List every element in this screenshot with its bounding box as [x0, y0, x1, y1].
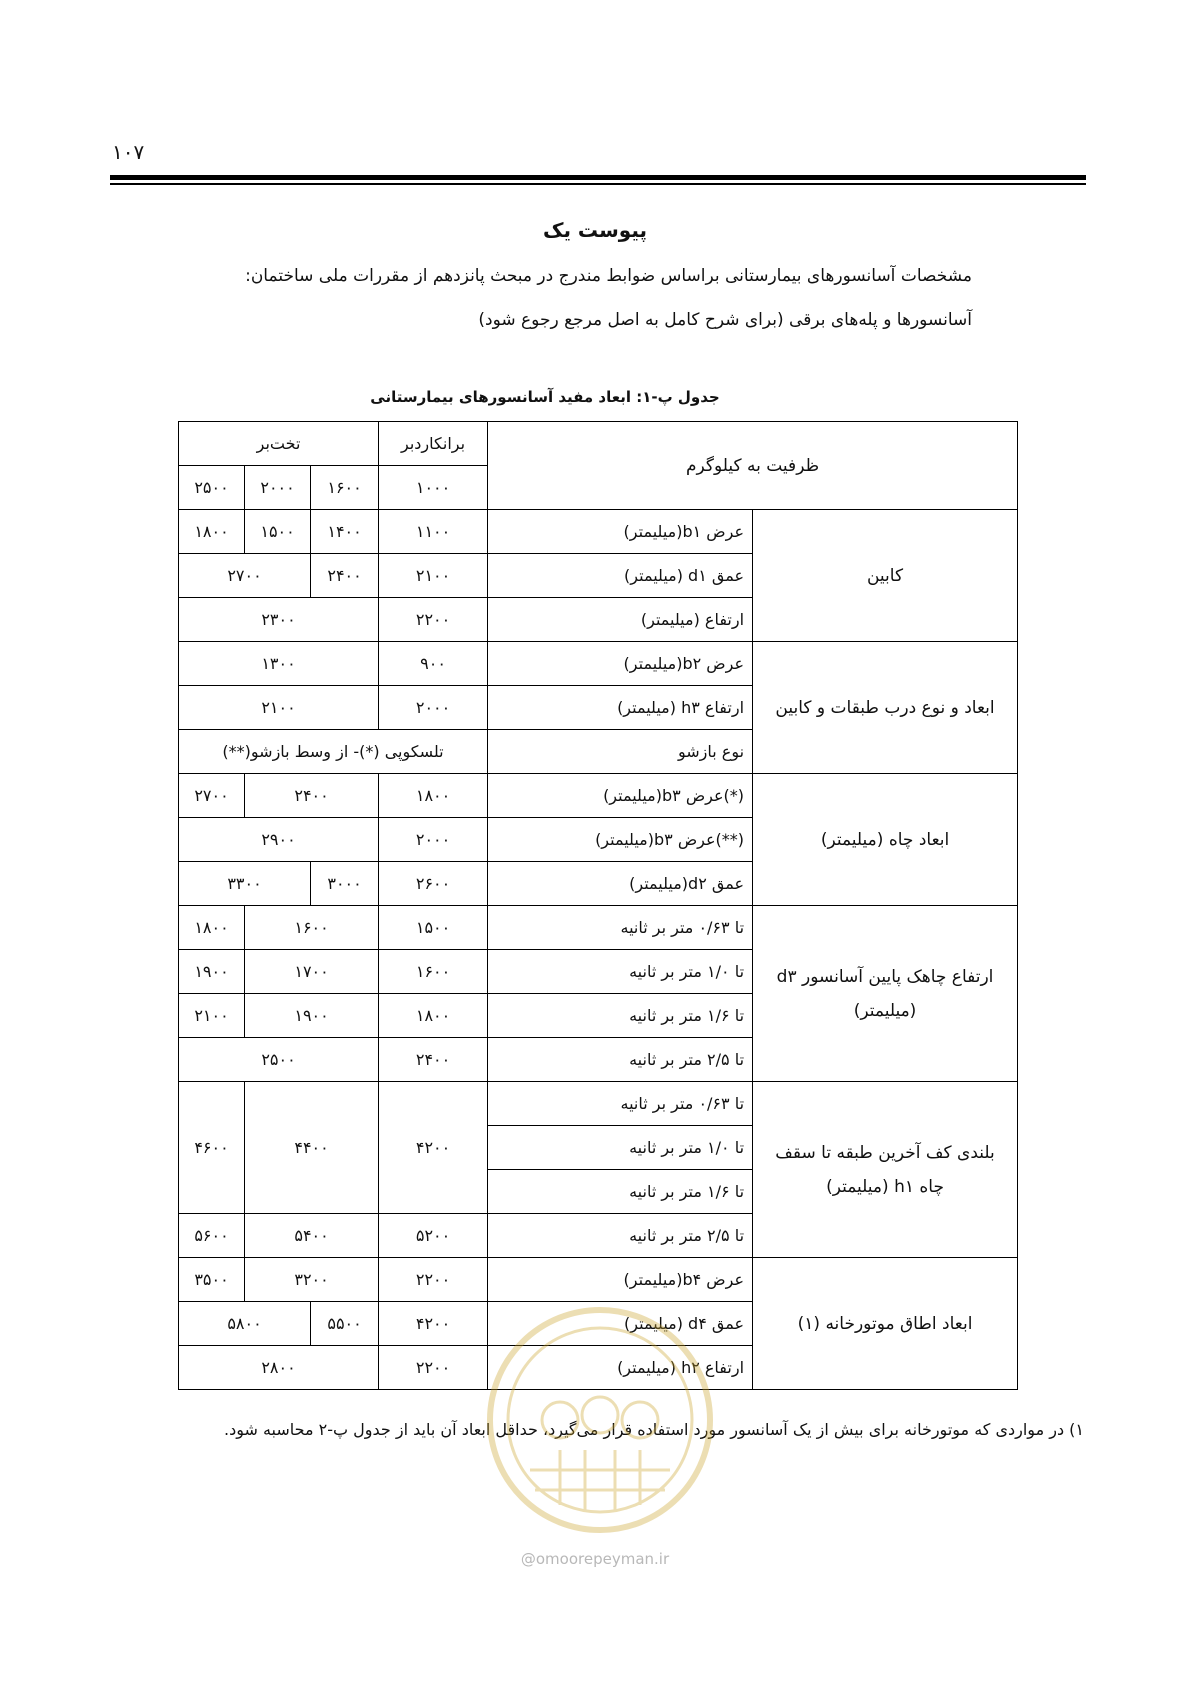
- table-cell: ۲۶۰۰: [379, 862, 488, 906]
- capacity-2500: ۲۵۰۰: [179, 466, 245, 510]
- headroom-speed3-label: تا ۱/۶ متر بر ثانیه: [488, 1170, 753, 1214]
- table-cell: ۵۶۰۰: [179, 1214, 245, 1258]
- table-cell: ۲۴۰۰: [245, 774, 379, 818]
- table-cell: ۱۶۰۰: [245, 906, 379, 950]
- table-cell: ۲۱۰۰: [179, 686, 379, 730]
- table-cell: ۲۷۰۰: [179, 554, 311, 598]
- table-cell: ۳۳۰۰: [179, 862, 311, 906]
- table-cell: ۱۸۰۰: [379, 774, 488, 818]
- machine-room-width-label: عرض b۴(میلیمتر): [488, 1258, 753, 1302]
- cabin-depth-label: عمق d۱ (میلیمتر): [488, 554, 753, 598]
- table-cell: ۱۸۰۰: [179, 906, 245, 950]
- table-cell: ۲۰۰۰: [379, 686, 488, 730]
- bed-type-header: تخت‌بر: [179, 422, 379, 466]
- passenger-type-header: برانکاردبر: [379, 422, 488, 466]
- headroom-speed4-label: تا ۲/۵ متر بر ثانیه: [488, 1214, 753, 1258]
- appendix-heading: پیوست یک: [542, 218, 647, 242]
- table-cell: ۳۲۰۰: [245, 1258, 379, 1302]
- pit-speed2-label: تا ۱/۰ متر بر ثانیه: [488, 950, 753, 994]
- table-cell: ۴۶۰۰: [179, 1082, 245, 1214]
- table-cell: ۲۵۰۰: [179, 1038, 379, 1082]
- table-cell: ۲۴۰۰: [379, 1038, 488, 1082]
- machine-room-group: ابعاد اطاق موتورخانه (۱): [753, 1258, 1018, 1390]
- headroom-group-line1: بلندی کف آخرین طبقه تا سقف: [775, 1142, 995, 1163]
- headroom-speed2-label: تا ۱/۰ متر بر ثانیه: [488, 1126, 753, 1170]
- footnote: ۱) در مواردی که موتورخانه برای بیش از یک آسانسور مورد استفاده قرار می‌گیرد، حداقل ابعاد آن باید از جدول پ-۲ محاسبه شود.: [224, 1420, 1084, 1439]
- shaft-group: ابعاد چاه (میلیمتر): [753, 774, 1018, 906]
- table-cell: ۲۲۰۰: [379, 1346, 488, 1390]
- table-cell: ۱۱۰۰: [379, 510, 488, 554]
- table-cell: ۱۸۰۰: [379, 994, 488, 1038]
- pit-speed1-label: تا ۰/۶۳ متر بر ثانیه: [488, 906, 753, 950]
- table-cell: ۵۲۰۰: [379, 1214, 488, 1258]
- pit-group-line2: (میلیمتر): [853, 1000, 917, 1021]
- table-cell: ۱۴۰۰: [311, 510, 379, 554]
- table-cell: ۳۰۰۰: [311, 862, 379, 906]
- cabin-height-label: ارتفاع (میلیمتر): [488, 598, 753, 642]
- headroom-speed1-label: تا ۰/۶۳ متر بر ثانیه: [488, 1082, 753, 1126]
- table-cell: ۲۷۰۰: [179, 774, 245, 818]
- table-cell: ۳۵۰۰: [179, 1258, 245, 1302]
- table-caption: جدول پ-۱: ابعاد مفید آسانسورهای بیمارستانی: [370, 388, 720, 406]
- door-group: ابعاد و نوع درب طبقات و کابین: [753, 642, 1018, 774]
- table-cell: ۱۵۰۰: [379, 906, 488, 950]
- header-rule-thick: [110, 175, 1086, 180]
- table-cell: ۲۸۰۰: [179, 1346, 379, 1390]
- intro-line-2: آسانسورها و پله‌های برقی (برای شرح کامل به اصل مرجع رجوع شود): [478, 310, 972, 330]
- table-cell: ۲۲۰۰: [379, 598, 488, 642]
- table-cell: ۱۷۰۰: [245, 950, 379, 994]
- table-cell: ۲۴۰۰: [311, 554, 379, 598]
- shaft-width1-label: (*)عرض b۳(میلیمتر): [488, 774, 753, 818]
- pit-group-line1: ارتفاع چاهک پایین آسانسور d۳: [776, 966, 994, 987]
- table-cell: ۱۸۰۰: [179, 510, 245, 554]
- table-cell: ۵۵۰۰: [311, 1302, 379, 1346]
- machine-room-height-label: ارتفاع h۲ (میلیمتر): [488, 1346, 753, 1390]
- door-type-value: تلسکوپی (*)- از وسط بازشو(**): [179, 730, 488, 774]
- capacity-2000: ۲۰۰۰: [245, 466, 311, 510]
- door-height-label: ارتفاع h۳ (میلیمتر): [488, 686, 753, 730]
- watermark-seal-icon: [480, 1300, 720, 1540]
- website-watermark: @omoorepeyman.ir: [520, 1550, 670, 1568]
- shaft-depth-label: عمق d۲(میلیمتر): [488, 862, 753, 906]
- table-cell: ۱۳۰۰: [179, 642, 379, 686]
- intro-line-1: مشخصات آسانسورهای بیمارستانی براساس ضوابط مندرج در مبحث پانزدهم از مقررات ملی ساختمان:: [245, 266, 972, 286]
- table-cell: ۴۴۰۰: [245, 1082, 379, 1214]
- table-cell: ۱۶۰۰: [379, 950, 488, 994]
- table-cell: ۲۹۰۰: [179, 818, 379, 862]
- pit-speed3-label: تا ۱/۶ متر بر ثانیه: [488, 994, 753, 1038]
- door-width-label: عرض b۲(میلیمتر): [488, 642, 753, 686]
- table-cell: ۴۲۰۰: [379, 1082, 488, 1214]
- capacity-1600: ۱۶۰۰: [311, 466, 379, 510]
- table-cell: ۲۰۰۰: [379, 818, 488, 862]
- table-cell: ۲۱۰۰: [179, 994, 245, 1038]
- elevator-dimensions-table: [178, 421, 1018, 1390]
- machine-room-depth-label: عمق d۴ (میلیمتر): [488, 1302, 753, 1346]
- door-type-label: نوع بازشو: [488, 730, 753, 774]
- shaft-width2-label: (**)عرض b۳(میلیمتر): [488, 818, 753, 862]
- table-cell: ۱۹۰۰: [179, 950, 245, 994]
- headroom-group-line2: چاه h۱ (میلیمتر): [826, 1176, 944, 1197]
- table-cell: ۵۸۰۰: [179, 1302, 311, 1346]
- table-cell: ۱۹۰۰: [245, 994, 379, 1038]
- table-cell: ۲۱۰۰: [379, 554, 488, 598]
- table-cell: ۵۴۰۰: [245, 1214, 379, 1258]
- table-cell: ۹۰۰: [379, 642, 488, 686]
- capacity-header: ظرفیت به کیلوگرم: [488, 422, 1018, 510]
- table-cell: ۲۲۰۰: [379, 1258, 488, 1302]
- page-number: ۱۰۷: [112, 140, 145, 164]
- cabin-width-label: عرض b۱(میلیمتر): [488, 510, 753, 554]
- capacity-1000: ۱۰۰۰: [379, 466, 488, 510]
- table-cell: ۱۵۰۰: [245, 510, 311, 554]
- header-rule-thin: [110, 183, 1086, 185]
- cabin-group: کابین: [753, 510, 1018, 642]
- table-cell: ۲۳۰۰: [179, 598, 379, 642]
- table-cell: ۴۲۰۰: [379, 1302, 488, 1346]
- pit-group: [753, 906, 1018, 1082]
- pit-speed4-label: تا ۲/۵ متر بر ثانیه: [488, 1038, 753, 1082]
- headroom-group: [753, 1082, 1018, 1258]
